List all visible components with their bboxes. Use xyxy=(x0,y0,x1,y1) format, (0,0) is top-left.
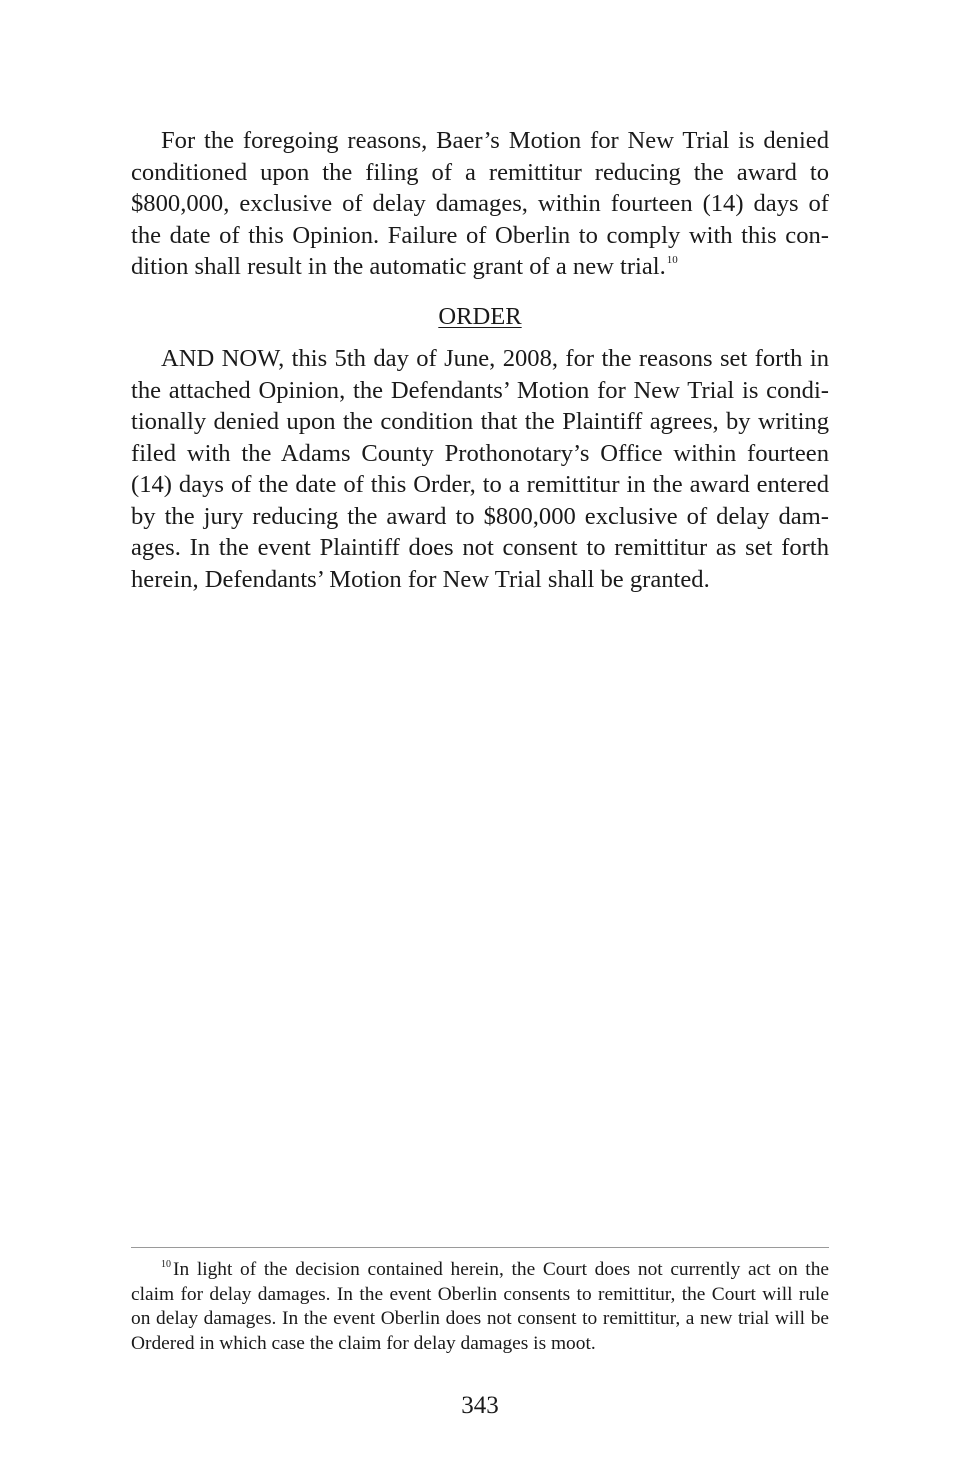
conclusion-paragraph xyxy=(131,125,829,283)
footnote-marker: 10 xyxy=(161,1258,171,1270)
order-paragraph-text: AND NOW, this 5th day of June, 2008, for the reasons set forth in the attached Opinion, the Defendants’ Motion for New Trial is conditionally denied upon the condition that the Plaintiff agrees, by writing filed with the Adams County Prothonotary’s Office within fourteen (14) days of the date of this Order, to a remittitur in the award entered by the jury reducing the award to $800,000 exclusive of delay damages. In the event Plaintiff does not consent to remittitur as set forth herein, Defendants’ Motion for New Trial shall be granted. xyxy=(131,345,829,593)
conclusion-paragraph-text: For the foregoing reasons, Baer’s Motion for New Trial is denied conditioned upon the filing of a remittitur reducing the award to $800,000, exclusive of delay damages, within fourteen (14) days of the date of this Opinion. Failure of Oberlin to comply with this condition shall result in the automatic grant of a new trial. xyxy=(131,127,829,280)
footnote-divider xyxy=(131,1247,829,1248)
footnote-reference: 10 xyxy=(666,253,678,266)
page-number: 343 xyxy=(461,1392,499,1419)
footnote-text: In light of the decision contained herein, the Court does not currently act on the claim for delay damages. In the event Oberlin consents to remittitur, the Court will rule on delay damages. In the event Oberlin does not consent to remittitur, a new trial will be Ordered in which case the claim for delay damages is moot. xyxy=(131,1259,829,1354)
order-heading-text: ORDER xyxy=(438,303,522,330)
order-heading xyxy=(0,300,960,334)
order-paragraph xyxy=(131,343,829,595)
footnote xyxy=(131,1258,829,1356)
